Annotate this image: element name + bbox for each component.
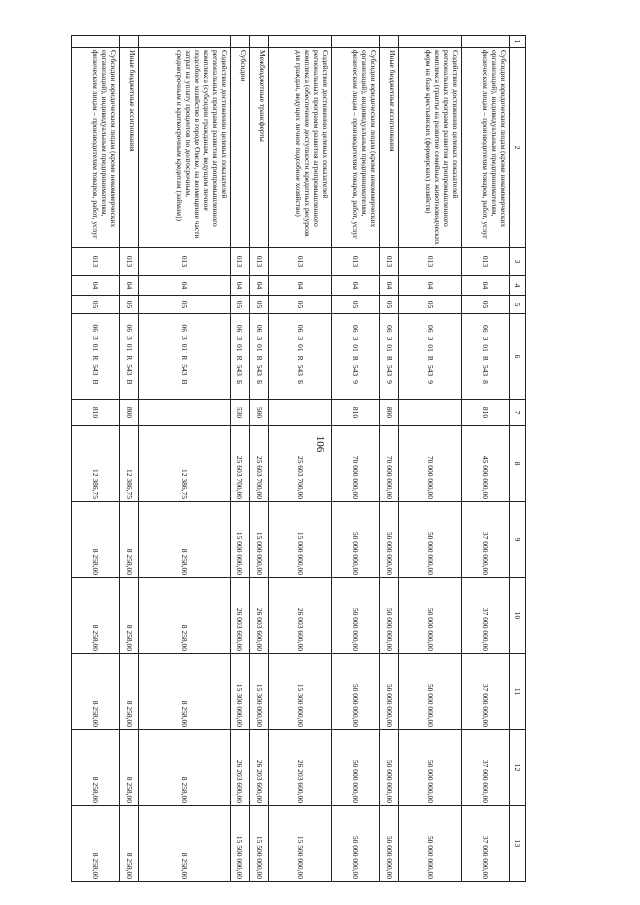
table-row bbox=[399, 36, 462, 882]
code-admin: 013 bbox=[331, 248, 379, 276]
code-target-part: R bbox=[180, 355, 190, 361]
code-target-part: R bbox=[235, 355, 245, 361]
code-target-part: 9 bbox=[384, 380, 394, 384]
row-description: Содействие достижению целевых показателей региональных программ развития агропромышленного комплекса (субсидии гражданам, ведущим личное подсобное хозяйство в городе Омске, на возмещение части затрат на уплату процентов по долгосрочным, среднесрочным и краткосрочным кредитам (займам)) bbox=[139, 48, 230, 248]
code-target-article bbox=[399, 314, 462, 400]
amount-c11: 50 000 000,00 bbox=[331, 654, 379, 730]
row-number-cell bbox=[331, 36, 379, 48]
code-admin: 013 bbox=[230, 248, 249, 276]
code-target-part: В bbox=[91, 379, 101, 385]
code-expense-type: 810 bbox=[461, 400, 509, 426]
code-target-article bbox=[331, 314, 379, 400]
row-number-cell bbox=[250, 36, 269, 48]
amount-c13: 8 258,00 bbox=[72, 806, 120, 882]
amount-c9: 50 000 000,00 bbox=[380, 502, 399, 578]
code-target-part: R bbox=[91, 355, 101, 361]
code-target-part: 543 bbox=[384, 364, 394, 377]
code-subsection: 05 bbox=[399, 296, 462, 314]
table-row bbox=[331, 36, 379, 882]
code-target-article bbox=[380, 314, 399, 400]
amount-c11: 15 300 000,00 bbox=[230, 654, 249, 730]
code-target-part: R bbox=[425, 355, 435, 361]
row-description: Содействие достижению целевых показателей региональных программ развития агропромышленного комплекса (обеспечение доступности кредитных ресурсов для граждан, ведущих личное подсобное хозяйство) bbox=[269, 48, 332, 248]
amount-c8: 12 386,75 bbox=[120, 426, 139, 502]
code-subsection: 05 bbox=[72, 296, 120, 314]
amount-c10: 50 000 000,00 bbox=[331, 578, 379, 654]
code-expense-type bbox=[269, 400, 332, 426]
code-target-part: R bbox=[384, 355, 394, 361]
amount-c13: 37 000 000,00 bbox=[461, 806, 509, 882]
code-subsection: 05 bbox=[139, 296, 230, 314]
amount-c12: 26 203 600,00 bbox=[269, 730, 332, 806]
amount-c11: 8 258,00 bbox=[72, 654, 120, 730]
code-target-part: 01 bbox=[124, 343, 134, 352]
amount-c9: 15 000 000,00 bbox=[230, 502, 249, 578]
code-expense-type bbox=[399, 400, 462, 426]
column-number-cell: 4 bbox=[510, 276, 526, 296]
code-target-part: 01 bbox=[235, 344, 245, 352]
amount-c12: 50 000 000,00 bbox=[380, 730, 399, 806]
code-target-part: 06 bbox=[425, 325, 435, 333]
amount-c10: 50 000 000,00 bbox=[380, 578, 399, 654]
amount-c9: 15 000 000,00 bbox=[250, 502, 269, 578]
code-target-part: 3 bbox=[480, 336, 490, 341]
code-expense-type bbox=[139, 400, 230, 426]
amount-c10: 8 258,00 bbox=[120, 578, 139, 654]
column-number-cell: 10 bbox=[510, 578, 526, 654]
row-number-cell bbox=[461, 36, 509, 48]
row-description: Межбюджетные трансферты bbox=[250, 48, 269, 248]
code-target-part: 3 bbox=[180, 335, 190, 340]
code-target-part: 06 bbox=[91, 324, 101, 332]
amount-c11: 50 000 000,00 bbox=[399, 654, 462, 730]
code-target-part: 01 bbox=[351, 344, 360, 352]
code-target-part: 9 bbox=[425, 380, 435, 384]
column-number-cell: 5 bbox=[510, 296, 526, 314]
code-admin: 013 bbox=[380, 248, 399, 276]
amount-c10: 8 258,00 bbox=[139, 578, 230, 654]
amount-c10: 26 003 600,00 bbox=[269, 578, 332, 654]
table-row bbox=[380, 36, 399, 882]
code-target-part: 06 bbox=[124, 324, 134, 332]
code-target-part: 3 bbox=[425, 336, 435, 341]
amount-c8: 70 000 000,00 bbox=[331, 426, 379, 502]
code-target-part: 01 bbox=[91, 343, 101, 352]
amount-c10: 8 258,00 bbox=[72, 578, 120, 654]
budget-table-sheet bbox=[71, 35, 526, 881]
amount-c12: 50 000 000,00 bbox=[399, 730, 462, 806]
code-section: 04 bbox=[331, 276, 379, 296]
row-number-cell bbox=[72, 36, 120, 48]
code-target-part: 06 bbox=[180, 324, 190, 332]
amount-c9: 15 000 000,00 bbox=[269, 502, 332, 578]
table-row bbox=[230, 36, 249, 882]
code-admin: 013 bbox=[120, 248, 139, 276]
row-number-cell bbox=[269, 36, 332, 48]
code-target-part: 543 bbox=[425, 364, 435, 377]
code-section: 04 bbox=[461, 276, 509, 296]
code-target-article bbox=[461, 314, 509, 400]
code-target-part: 543 bbox=[480, 364, 490, 377]
code-target-part: 01 bbox=[254, 344, 264, 352]
amount-c8: 25 603 700,00 bbox=[269, 426, 332, 502]
rotated-table-container bbox=[71, 35, 526, 881]
amount-c13: 15 500 000,00 bbox=[230, 806, 249, 882]
code-target-part: В bbox=[124, 379, 134, 385]
code-target-part: 3 bbox=[351, 336, 360, 341]
column-number-header-row bbox=[510, 36, 526, 882]
code-subsection: 05 bbox=[269, 296, 332, 314]
code-target-part: 543 bbox=[180, 364, 190, 376]
code-target-part: 8 bbox=[480, 380, 490, 384]
code-expense-type: 810 bbox=[72, 400, 120, 426]
amount-c10: 37 000 000,00 bbox=[461, 578, 509, 654]
code-target-part: 3 bbox=[124, 335, 134, 340]
row-number-cell bbox=[139, 36, 230, 48]
amount-c10: 26 003 600,00 bbox=[230, 578, 249, 654]
amount-c9: 8 258,00 bbox=[139, 502, 230, 578]
column-number-cell: 12 bbox=[510, 730, 526, 806]
code-target-article bbox=[269, 314, 332, 400]
row-number-cell bbox=[120, 36, 139, 48]
code-target-part: 06 bbox=[384, 325, 394, 333]
code-subsection: 05 bbox=[380, 296, 399, 314]
code-expense-type: 810 bbox=[331, 400, 379, 426]
row-description: Субсидии юридическим лицам (кроме некоммерческих организаций), индивидуальным предпринимателям, физическим лицам – производителям товаров, работ, услуг bbox=[72, 48, 120, 248]
table-row bbox=[269, 36, 332, 882]
code-target-article bbox=[230, 314, 249, 400]
row-description: Содействие достижению целевых показателей региональных программ развития агропромышленного комплекса (гранты на развитие семейных животноводческих ферм на базе крестьянских (фермерских) хозяйств) bbox=[399, 48, 462, 248]
row-description: Субсидии юридическим лицам (кроме некоммерческих организаций), индивидуальным предпринимателям, физическим лицам – производителям товаров, работ, услуг bbox=[461, 48, 509, 248]
column-number-cell: 6 bbox=[510, 314, 526, 400]
amount-c12: 8 258,00 bbox=[139, 730, 230, 806]
amount-c12: 37 000 000,00 bbox=[461, 730, 509, 806]
code-subsection: 05 bbox=[250, 296, 269, 314]
code-target-article bbox=[72, 314, 120, 400]
column-number-cell: 8 bbox=[510, 426, 526, 502]
column-number-cell: 13 bbox=[510, 806, 526, 882]
code-target-part: 543 bbox=[91, 364, 101, 376]
code-target-part: R bbox=[480, 355, 490, 361]
amount-c11: 50 000 000,00 bbox=[380, 654, 399, 730]
amount-c13: 8 258,00 bbox=[139, 806, 230, 882]
amount-c12: 26 203 600,00 bbox=[230, 730, 249, 806]
amount-c11: 37 000 000,00 bbox=[461, 654, 509, 730]
amount-c13: 50 000 000,00 bbox=[380, 806, 399, 882]
amount-c13: 8 258,00 bbox=[120, 806, 139, 882]
code-target-part: 543 bbox=[124, 364, 134, 376]
code-target-part: R bbox=[254, 355, 264, 361]
code-expense-type: 800 bbox=[380, 400, 399, 426]
code-section: 04 bbox=[120, 276, 139, 296]
code-target-part: 06 bbox=[480, 325, 490, 333]
code-target-part: 06 bbox=[295, 324, 305, 333]
code-section: 04 bbox=[380, 276, 399, 296]
amount-c9: 37 000 000,00 bbox=[461, 502, 509, 578]
row-description: Субсидии юридическим лицам (кроме некоммерческих организаций), индивидуальным предпринимателям, физическим лицам – производителям товаров, работ, услуг bbox=[331, 48, 379, 248]
table-row bbox=[72, 36, 120, 882]
amount-c8: 25 603 700,00 bbox=[250, 426, 269, 502]
code-target-article bbox=[139, 314, 230, 400]
code-target-part: R bbox=[124, 355, 134, 361]
code-target-part: Б bbox=[295, 379, 305, 385]
code-target-part: R bbox=[351, 355, 360, 361]
code-target-article bbox=[120, 314, 139, 400]
code-subsection: 05 bbox=[120, 296, 139, 314]
code-section: 04 bbox=[72, 276, 120, 296]
amount-c8: 70 000 000,00 bbox=[399, 426, 462, 502]
amount-c11: 15 300 000,00 bbox=[269, 654, 332, 730]
row-number-cell bbox=[230, 36, 249, 48]
amount-c8: 45 000 000,00 bbox=[461, 426, 509, 502]
amount-c12: 26 203 600,00 bbox=[250, 730, 269, 806]
code-admin: 013 bbox=[399, 248, 462, 276]
code-subsection: 05 bbox=[331, 296, 379, 314]
code-target-part: 01 bbox=[480, 344, 490, 352]
code-target-part: 01 bbox=[425, 344, 435, 352]
code-target-part: 3 bbox=[295, 336, 305, 341]
column-number-cell: 2 bbox=[510, 48, 526, 248]
code-target-part: 06 bbox=[254, 324, 264, 333]
code-admin: 013 bbox=[461, 248, 509, 276]
code-target-part: 3 bbox=[91, 335, 101, 340]
amount-c11: 15 300 000,00 bbox=[250, 654, 269, 730]
code-section: 04 bbox=[269, 276, 332, 296]
table-row bbox=[250, 36, 269, 882]
code-target-part: В bbox=[180, 379, 190, 385]
code-target-part: 3 bbox=[384, 336, 394, 341]
code-section: 04 bbox=[250, 276, 269, 296]
amount-c12: 8 258,00 bbox=[120, 730, 139, 806]
code-target-part: 06 bbox=[351, 325, 360, 333]
code-target-part: R bbox=[295, 355, 305, 361]
amount-c13: 50 000 000,00 bbox=[331, 806, 379, 882]
table-row bbox=[120, 36, 139, 882]
amount-c13: 15 500 000,00 bbox=[250, 806, 269, 882]
code-admin: 013 bbox=[139, 248, 230, 276]
row-number-cell bbox=[399, 36, 462, 48]
table-row bbox=[139, 36, 230, 882]
amount-c12: 8 258,00 bbox=[72, 730, 120, 806]
budget-table bbox=[71, 35, 526, 882]
amount-c8: 70 000 000,00 bbox=[380, 426, 399, 502]
code-subsection: 05 bbox=[461, 296, 509, 314]
table-row bbox=[461, 36, 509, 882]
amount-c9: 8 258,00 bbox=[120, 502, 139, 578]
amount-c9: 50 000 000,00 bbox=[399, 502, 462, 578]
code-target-part: 543 bbox=[351, 364, 360, 377]
amount-c8: 12 386,75 bbox=[72, 426, 120, 502]
code-admin: 013 bbox=[250, 248, 269, 276]
code-target-part: 543 bbox=[254, 364, 264, 376]
code-admin: 013 bbox=[72, 248, 120, 276]
code-target-part: 01 bbox=[180, 343, 190, 352]
column-number-cell: 3 bbox=[510, 248, 526, 276]
column-number-cell: 11 bbox=[510, 654, 526, 730]
code-section: 04 bbox=[399, 276, 462, 296]
code-target-part: 9 bbox=[351, 380, 360, 384]
code-target-part: 01 bbox=[295, 344, 305, 352]
code-section: 04 bbox=[230, 276, 249, 296]
code-target-article bbox=[250, 314, 269, 400]
row-description: Иные бюджетные ассигнования bbox=[380, 48, 399, 248]
code-target-part: 543 bbox=[295, 364, 305, 376]
code-target-part: 06 bbox=[235, 324, 245, 333]
row-number-cell bbox=[380, 36, 399, 48]
code-target-part: 01 bbox=[384, 344, 394, 352]
code-section: 04 bbox=[139, 276, 230, 296]
amount-c12: 50 000 000,00 bbox=[331, 730, 379, 806]
code-target-part: 3 bbox=[254, 336, 264, 341]
row-description: Иные бюджетные ассигнования bbox=[120, 48, 139, 248]
code-subsection: 05 bbox=[230, 296, 249, 314]
code-expense-type: 530 bbox=[230, 400, 249, 426]
amount-c11: 8 258,00 bbox=[139, 654, 230, 730]
amount-c13: 50 000 000,00 bbox=[399, 806, 462, 882]
row-description: Субсидии bbox=[230, 48, 249, 248]
amount-c9: 50 000 000,00 bbox=[331, 502, 379, 578]
column-number-cell: 1 bbox=[510, 36, 526, 48]
amount-c11: 8 258,00 bbox=[120, 654, 139, 730]
column-number-cell: 7 bbox=[510, 400, 526, 426]
code-target-part: 3 bbox=[235, 336, 245, 341]
amount-c10: 50 000 000,00 bbox=[399, 578, 462, 654]
code-expense-type: 800 bbox=[120, 400, 139, 426]
code-target-part: Б bbox=[235, 379, 245, 385]
amount-c10: 26 003 600,00 bbox=[250, 578, 269, 654]
amount-c8: 12 386,75 bbox=[139, 426, 230, 502]
code-target-part: 543 bbox=[235, 364, 245, 376]
amount-c13: 15 500 000,00 bbox=[269, 806, 332, 882]
code-expense-type: 500 bbox=[250, 400, 269, 426]
amount-c9: 8 258,00 bbox=[72, 502, 120, 578]
amount-c8: 25 603 700,00 bbox=[230, 426, 249, 502]
code-target-part: Б bbox=[254, 379, 264, 385]
code-admin: 013 bbox=[269, 248, 332, 276]
column-number-cell: 9 bbox=[510, 502, 526, 578]
page-number: 106 bbox=[314, 435, 326, 453]
